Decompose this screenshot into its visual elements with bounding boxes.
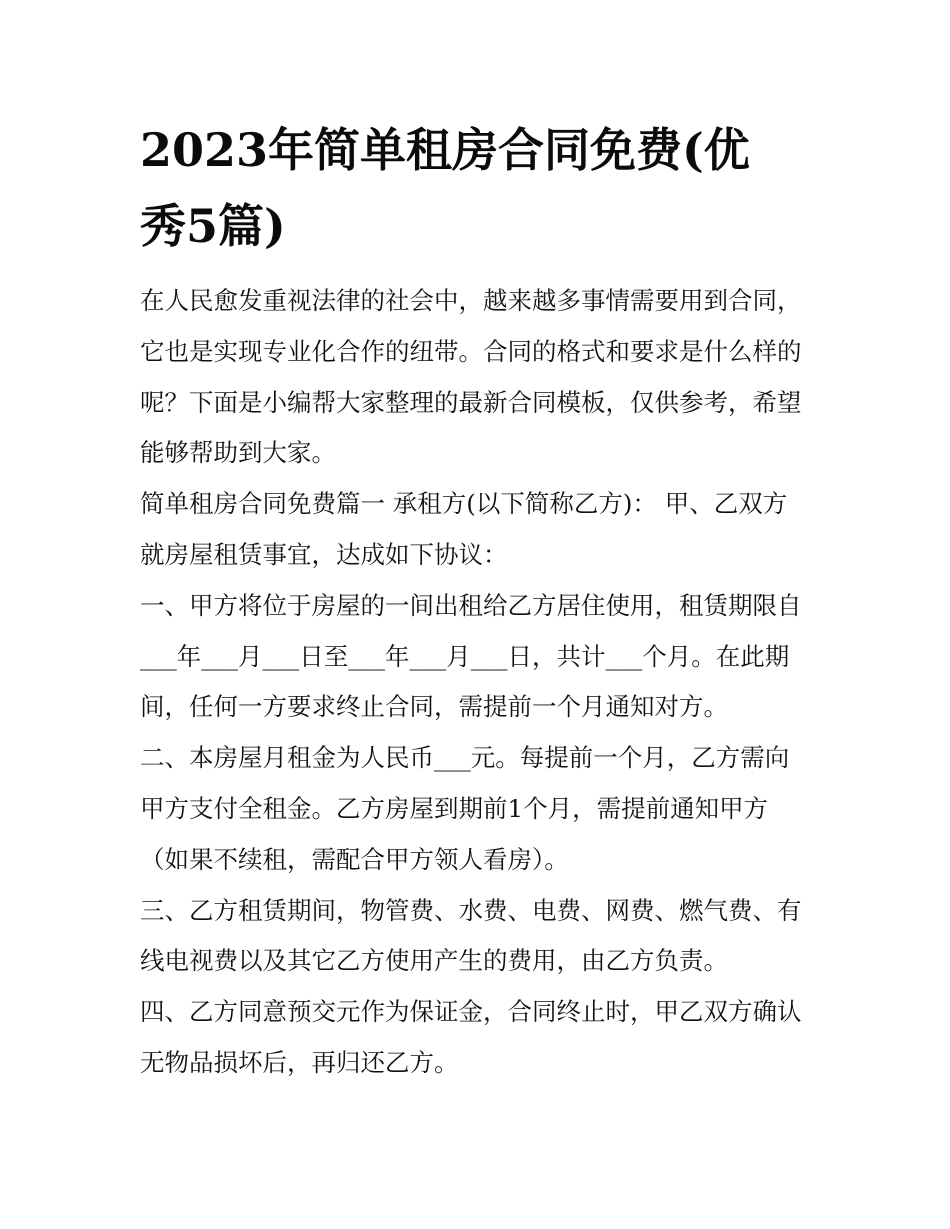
clause-4-line-2: 无物品损坏后，再归还乙方。 bbox=[140, 1047, 459, 1077]
contract-heading-line-1: 简单租房合同免费篇一 承租方(以下简称乙方)： 甲、乙双方 bbox=[140, 489, 788, 519]
clause-4-paragraph bbox=[140, 987, 820, 1089]
clause-3-paragraph bbox=[140, 886, 820, 988]
clause-1-paragraph bbox=[140, 581, 820, 733]
intro-line-3: 呢？下面是小编帮大家整理的最新合同模板，仅供参考，希望 bbox=[140, 387, 802, 417]
clause-1-line-1: 一、甲方将位于房屋的一间出租给乙方居住使用，租赁期限自 bbox=[140, 590, 802, 620]
intro-line-2: 它也是实现专业化合作的纽带。合同的格式和要求是什么样的 bbox=[140, 336, 802, 366]
clause-3-line-1: 三、乙方租赁期间，物管费、水费、电费、网费、燃气费、有 bbox=[140, 895, 802, 925]
document-title bbox=[140, 112, 820, 264]
clause-2-paragraph bbox=[140, 733, 820, 885]
intro-paragraph bbox=[140, 276, 820, 479]
clause-1-line-2: ___年___月___日至___年___月___日，共计___个月。在此期 bbox=[140, 641, 790, 671]
clause-4-line-1: 四、乙方同意预交元作为保证金，合同终止时，甲乙双方确认 bbox=[140, 997, 802, 1027]
clause-2-line-1: 二、本房屋月租金为人民币___元。每提前一个月，乙方需向 bbox=[140, 743, 790, 773]
contract-heading-paragraph bbox=[140, 479, 820, 581]
title-line-1: 2023年简单租房合同免费(优 bbox=[140, 123, 750, 177]
clause-2-line-3: （如果不续租，需配合甲方领人看房）。 bbox=[140, 844, 569, 874]
document-body bbox=[140, 276, 820, 1089]
clause-1-line-3: 间，任何一方要求终止合同，需提前一个月通知对方。 bbox=[140, 692, 728, 722]
title-line-2: 秀5篇) bbox=[140, 199, 286, 253]
clause-2-line-2: 甲方支付全租金。乙方房屋到期前1个月，需提前通知甲方 bbox=[140, 793, 769, 823]
contract-heading-line-2: 就房屋租赁事宜，达成如下协议： bbox=[140, 539, 508, 569]
clause-3-line-2: 线电视费以及其它乙方使用产生的费用，由乙方负责。 bbox=[140, 946, 728, 976]
intro-line-4: 能够帮助到大家。 bbox=[140, 438, 336, 468]
intro-line-1: 在人民愈发重视法律的社会中，越来越多事情需要用到合同， bbox=[140, 286, 802, 315]
